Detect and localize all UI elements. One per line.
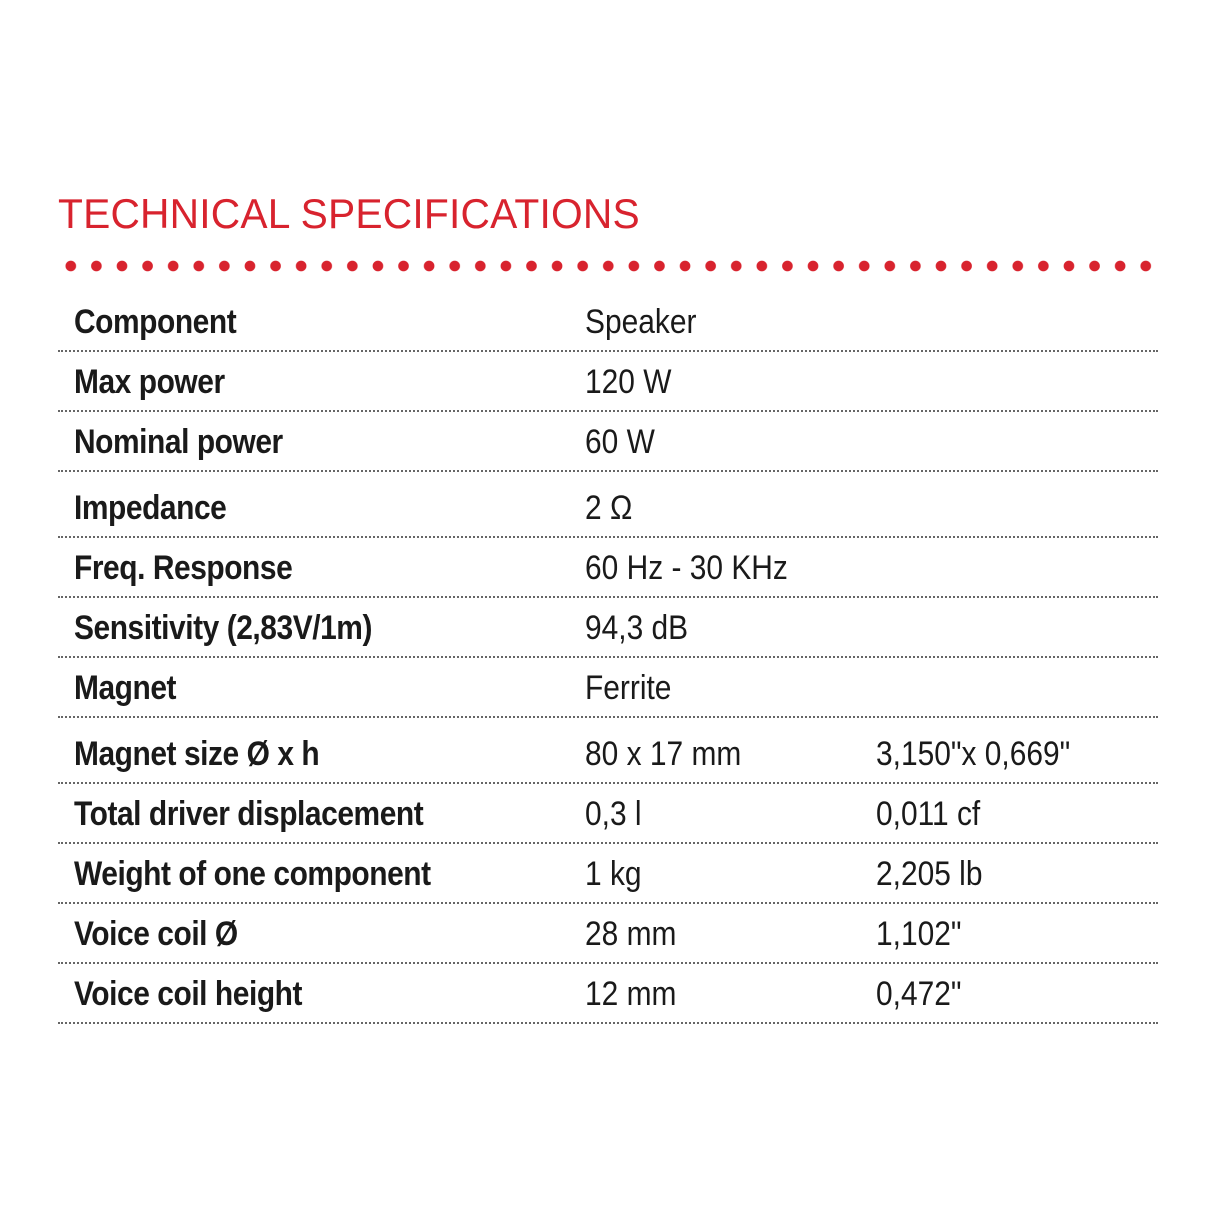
spec-value-imperial: 1,102" (876, 915, 962, 953)
spec-row-magnet (58, 658, 1158, 718)
spec-row-max-power (58, 352, 1158, 412)
spec-label: Freq. Response (74, 549, 293, 587)
spec-value: 120 W (585, 363, 672, 401)
spec-row-voice-coil-diameter (58, 904, 1158, 964)
spec-row-magnet-size (58, 718, 1158, 784)
spec-row-impedance (58, 472, 1158, 538)
spec-value: 12 mm (585, 975, 677, 1013)
spec-label: Magnet (74, 669, 177, 707)
spec-value-imperial: 0,011 cf (876, 795, 981, 833)
spec-label: Max power (74, 363, 225, 401)
spec-value-imperial: 2,205 lb (876, 855, 983, 893)
spec-row-sensitivity (58, 598, 1158, 658)
spec-value: Ferrite (585, 669, 672, 707)
spec-table (58, 292, 1158, 1024)
section-heading: TECHNICAL SPECIFICATIONS (58, 190, 640, 237)
spec-row-voice-coil-height (58, 964, 1158, 1024)
spec-value: 0,3 l (585, 795, 642, 833)
spec-value: 1 kg (585, 855, 642, 893)
spec-label: Magnet size Ø x h (74, 735, 320, 773)
spec-row-freq-response (58, 538, 1158, 598)
spec-label: Voice coil height (74, 975, 303, 1013)
spec-row-component (58, 292, 1158, 352)
spec-value: Speaker (585, 303, 697, 341)
spec-value-imperial: 3,150"x 0,669" (876, 735, 1071, 773)
spec-label: Weight of one component (74, 855, 431, 893)
spec-label: Sensitivity (2,83V/1m) (74, 609, 372, 647)
spec-label: Total driver displacement (74, 795, 424, 833)
spec-row-nominal-power (58, 412, 1158, 472)
spec-row-weight (58, 844, 1158, 904)
spec-label: Component (74, 303, 237, 341)
spec-label: Nominal power (74, 423, 283, 461)
spec-value: 80 x 17 mm (585, 735, 742, 773)
spec-row-displacement (58, 784, 1158, 844)
spec-label: Voice coil Ø (74, 915, 238, 953)
spec-value: 2 Ω (585, 489, 633, 527)
dotted-divider (58, 260, 1158, 272)
spec-value: 60 W (585, 423, 655, 461)
spec-label: Impedance (74, 489, 227, 527)
spec-value: 60 Hz - 30 KHz (585, 549, 788, 587)
spec-value: 28 mm (585, 915, 677, 953)
spec-value-imperial: 0,472" (876, 975, 962, 1013)
spec-value: 94,3 dB (585, 609, 689, 647)
